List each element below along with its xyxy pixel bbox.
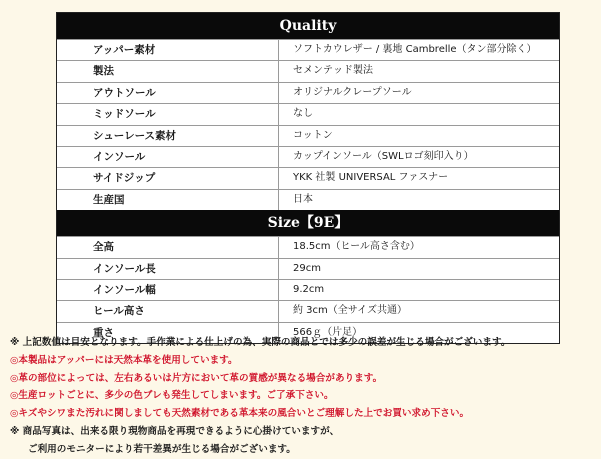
note-line: ご利用のモニターにより若干差異が生じる場合がございます。 xyxy=(28,443,296,455)
size-row-value: 566ｇ（片足） xyxy=(293,326,363,338)
size-row-value: 29cm xyxy=(293,262,321,274)
quality-row-label: アッパー素材 xyxy=(57,40,279,60)
quality-row-label: アウトソール xyxy=(57,83,279,103)
size-row xyxy=(57,258,559,279)
size-row-label: インソール長 xyxy=(57,259,279,279)
size-row-value: 18.5cm（ヒール高さ含む） xyxy=(293,241,420,253)
size-row xyxy=(57,236,559,257)
note-line: ※ 商品写真は、出来る限り現物商品を再現できるように心掛けていますが、 xyxy=(10,425,340,437)
quality-row xyxy=(57,103,559,124)
note-line: ◎生産ロットごとに、多少の色ブレも発生してしまいます。ご了承下さい。 xyxy=(10,390,334,402)
quality-header: Quality xyxy=(57,13,559,39)
quality-row xyxy=(57,82,559,103)
size-row-label: 重さ xyxy=(57,323,279,343)
quality-rows xyxy=(57,39,559,210)
note-line: ◎本製品はアッパーには天然本革を使用しています。 xyxy=(10,354,238,366)
notes-list xyxy=(10,334,595,459)
size-row xyxy=(57,279,559,300)
quality-row-value: YKK 社製 UNIVERSAL ファスナー xyxy=(293,172,449,184)
spec-table xyxy=(56,12,560,344)
size-row-label: インソール幅 xyxy=(57,280,279,300)
size-header: Size【9E】 xyxy=(57,210,559,236)
quality-row-value: コットン xyxy=(293,129,333,141)
size-row xyxy=(57,300,559,321)
quality-row-label: サイドジップ xyxy=(57,168,279,188)
quality-row-label: 生産国 xyxy=(57,190,279,210)
quality-row-label: ミッドソール xyxy=(57,104,279,124)
quality-row-value: 日本 xyxy=(293,193,313,205)
quality-row-label: シューレース素材 xyxy=(57,126,279,146)
quality-row-value: ソフトカウレザー / 裏地 Cambrelle（タン部分除く） xyxy=(293,44,537,55)
quality-row-label: インソール xyxy=(57,147,279,167)
size-row-label: 全高 xyxy=(57,237,279,257)
quality-row xyxy=(57,39,559,60)
note-line: ※ 上記数値は目安となります。手作業による仕上げの為、実際の商品とでは多少の誤差が生じる場合がございます。 xyxy=(10,337,511,348)
quality-row-label: 製法 xyxy=(57,61,279,81)
size-row-label: ヒール高さ xyxy=(57,301,279,321)
quality-row xyxy=(57,146,559,167)
quality-row-value: オリジナルクレープソール xyxy=(293,86,412,98)
size-row-value: 9.2cm xyxy=(293,283,325,295)
quality-row-value: なし xyxy=(293,108,313,120)
size-row-value: 約 3cm（全サイズ共通） xyxy=(293,305,407,317)
quality-row-value: セメンテッド製法 xyxy=(293,65,373,77)
quality-row xyxy=(57,167,559,188)
quality-row-value: カップインソール（SWLロゴ刻印入り） xyxy=(293,150,474,162)
note-line: ◎革の部位によっては、左右あるいは片方において革の質感が異なる場合があります。 xyxy=(10,372,383,384)
quality-row xyxy=(57,60,559,81)
quality-row xyxy=(57,125,559,146)
note-line: ◎キズやシワまた汚れに関しましても天然素材である革本来の風合いとご理解した上でお買い求め下さい。 xyxy=(10,408,470,420)
size-rows xyxy=(57,236,559,343)
quality-row xyxy=(57,189,559,210)
